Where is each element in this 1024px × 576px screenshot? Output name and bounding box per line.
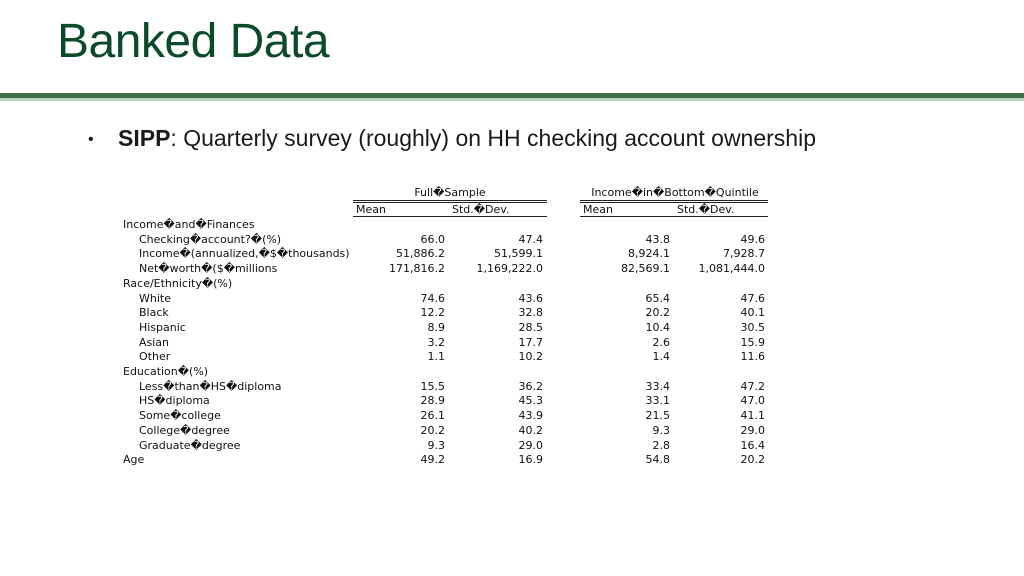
table-value: 47.4 (518, 232, 543, 246)
row-label: Checking�account?�(%) (139, 232, 282, 246)
table-value: 43.9 (518, 409, 543, 423)
row-label: Income�(annualized,�$�thousands) (139, 247, 350, 261)
section-label: Race/Ethnicity�(%) (123, 276, 233, 290)
table-value: 20.2 (645, 306, 670, 320)
table-value: 1.1 (427, 350, 445, 364)
table-value: 3.2 (427, 335, 445, 349)
table-value: 45.3 (518, 394, 543, 408)
table-value: 47.0 (740, 394, 765, 408)
table-value: 28.5 (518, 320, 543, 334)
table-value: 30.5 (740, 320, 765, 334)
row-label: Hispanic (139, 320, 186, 334)
table-value: 28.9 (420, 394, 445, 408)
table-value: 40.2 (518, 423, 543, 437)
table-value: 21.5 (645, 409, 670, 423)
row-label: Black (139, 306, 169, 320)
table-value: 66.0 (420, 232, 445, 246)
table-value: 32.8 (518, 306, 543, 320)
bullet-key: SIPP (118, 125, 171, 151)
table-value: 43.8 (645, 232, 670, 246)
table-value: 33.4 (645, 379, 670, 393)
table-value: 9.3 (427, 438, 445, 452)
table-value: 54.8 (645, 453, 670, 467)
table-value: 47.6 (740, 291, 765, 305)
row-label: Asian (139, 335, 170, 349)
group-header-rule (353, 200, 547, 201)
group-header-rule (580, 200, 768, 201)
table-value: 11.6 (740, 350, 765, 364)
bullet-dot-icon: • (88, 130, 94, 148)
row-label: Other (139, 350, 171, 364)
table-value: 2.6 (652, 335, 670, 349)
table-value: 49.6 (740, 232, 765, 246)
table-value: 26.1 (420, 409, 445, 423)
bullet-text: : Quarterly survey (roughly) on HH checking account ownership (170, 125, 816, 151)
table-value: 10.4 (645, 320, 670, 334)
table-value: 1.4 (652, 350, 670, 364)
row-label: Graduate�degree (139, 438, 241, 452)
table-value: 8,924.1 (628, 247, 670, 261)
table-value: 43.6 (518, 291, 543, 305)
table-value: 65.4 (645, 291, 670, 305)
table-value: 36.2 (518, 379, 543, 393)
table-value: 49.2 (420, 453, 445, 467)
table-value: 2.8 (652, 438, 670, 452)
table-value: 29.0 (518, 438, 543, 452)
table-value: 29.0 (740, 423, 765, 437)
row-label: Some�college (139, 409, 221, 423)
table-value: 47.2 (740, 379, 765, 393)
table-value: 17.7 (518, 335, 543, 349)
row-label: Less�than�HS�diploma (139, 379, 282, 393)
column-header: Mean (356, 203, 386, 216)
section-label: Income�and�Finances (123, 218, 255, 231)
table-value: 40.1 (740, 306, 765, 320)
table-value: 9.3 (652, 423, 670, 437)
row-label: HS�diploma (139, 394, 210, 408)
table-value: 33.1 (645, 394, 670, 408)
row-label: Net�worth�($�millions (139, 262, 278, 276)
column-header: Mean (583, 203, 613, 216)
section-label: Age (123, 453, 145, 467)
table-value: 74.6 (420, 291, 445, 305)
table-value: 1,169,222.0 (476, 262, 543, 276)
table-value: 82,569.1 (621, 262, 670, 276)
group-header: Full�Sample (414, 186, 486, 199)
section-label: Education�(%) (123, 365, 209, 378)
row-label: White (139, 291, 171, 305)
table-value: 16.9 (518, 453, 543, 467)
table-value: 20.2 (740, 453, 765, 467)
column-header: Std.�Dev. (452, 203, 510, 216)
row-label: College�degree (139, 423, 230, 437)
table-value: 41.1 (740, 409, 765, 423)
column-header-rule (580, 216, 768, 217)
table-value: 20.2 (420, 423, 445, 437)
table-value: 1,081,444.0 (698, 262, 765, 276)
column-header: Std.�Dev. (677, 203, 735, 216)
group-header: Income�in�Bottom�Quintile (591, 186, 759, 199)
column-header-rule (353, 216, 547, 217)
table-value: 10.2 (518, 350, 543, 364)
table-value: 7,928.7 (723, 247, 765, 261)
table-value: 51,599.1 (494, 247, 543, 261)
table-value: 15.9 (740, 335, 765, 349)
slide-title: Banked Data (57, 15, 330, 68)
table-value: 15.5 (420, 379, 445, 393)
table-value: 16.4 (740, 438, 765, 452)
table-value: 8.9 (427, 320, 445, 334)
table-value: 12.2 (420, 306, 445, 320)
table-value: 171,816.2 (389, 262, 445, 276)
table-value: 51,886.2 (396, 247, 445, 261)
